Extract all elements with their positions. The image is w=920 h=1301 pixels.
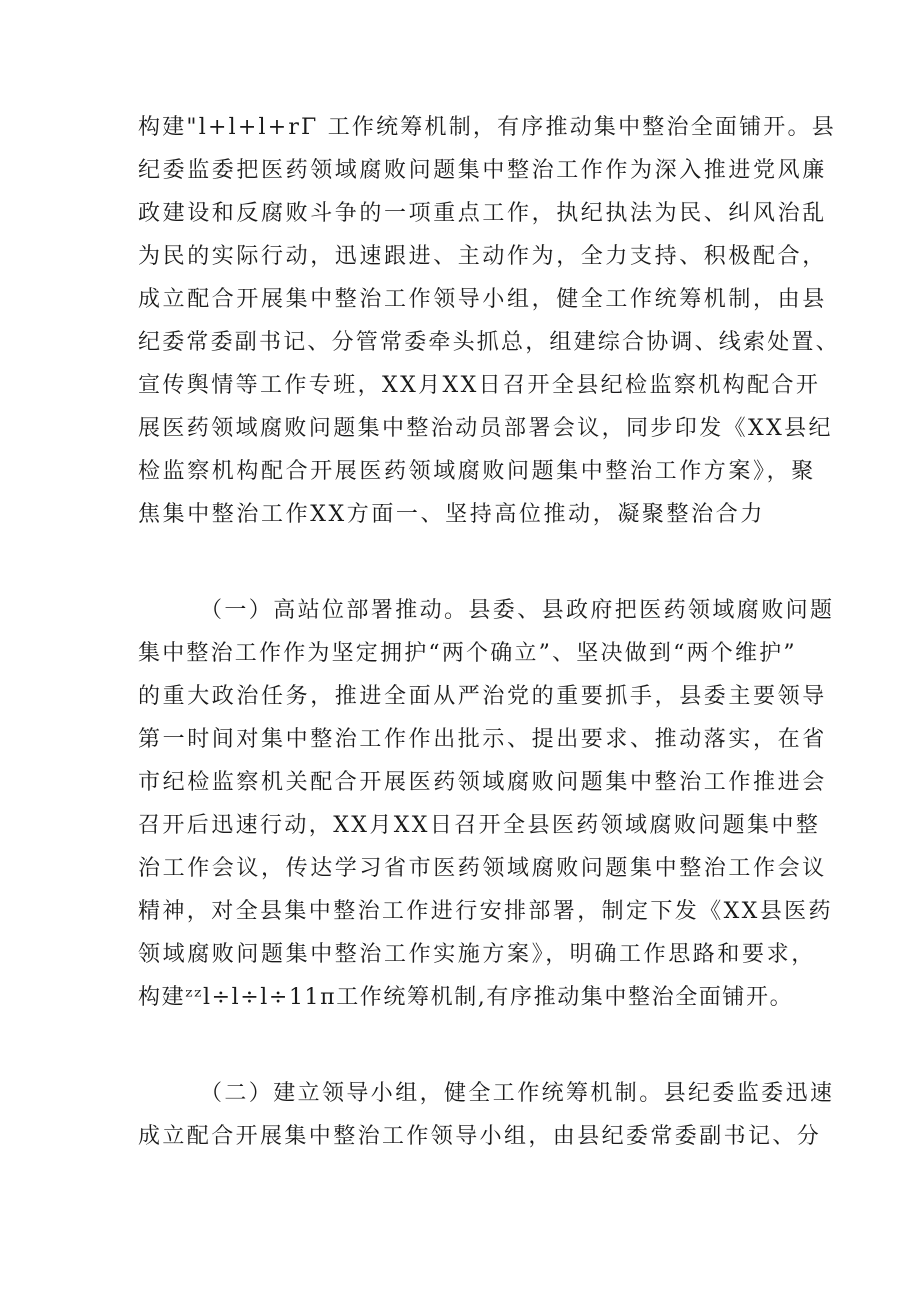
text-line: 展医药领域腐败问题集中整治动员部署会议，同步印发《XX县纪 (138, 416, 833, 441)
text-line: 检监察机构配合开展医药领域腐败问题集中整治工作方案》，聚 (138, 459, 816, 484)
text-line: 治工作会议，传达学习省市医药领域腐败问题集中整治工作会议 (138, 856, 827, 881)
text-line: 第一时间对集中整治工作作出批示、提出要求、推动落实，在省 (138, 727, 827, 752)
text-line: 精神，对全县集中整治工作进行安排部署，制定下发《XX县医药 (138, 899, 833, 924)
text-line: 召开后迅速行动，XX月XX日召开全县医药领域腐败问题集中整 (138, 813, 821, 838)
text-line: 宣传舆情等工作专班，XX月XX日召开全县纪检监察机构配合开 (138, 373, 821, 398)
text-line: 构建"l+l+l+rΓ 工作统筹机制，有序推动集中整治全面铺开。县 (138, 115, 836, 140)
text-line: 集中整治工作作为坚定拥护“两个确立”、坚决做到“两个维护” (138, 641, 797, 666)
text-line: 市纪检监察机关配合开展医药领域腐败问题集中整治工作推进会 (138, 770, 827, 795)
paragraph-heading: （一）高站位部署推动。县委、县政府把医药领域腐败问题 (200, 598, 835, 623)
text-line: 构建ᶻᶻl÷l÷l÷11ᴨ工作统筹机制,有序推动集中整治全面铺开。 (138, 985, 794, 1010)
text-line: 为民的实际行动，迅速跟进、主动作为，全力支持、积极配合， (138, 244, 827, 269)
text-line: 领域腐败问题集中整治工作实施方案》，明确工作思路和要求， (138, 942, 816, 967)
text-line: 的重大政治任务，推进全面从严治党的重要抓手，县委主要领导 (138, 684, 827, 709)
text-line: 成立配合开展集中整治工作领导小组，健全工作统筹机制，由县 (138, 287, 827, 312)
text-line: 政建设和反腐败斗争的一项重点工作，执纪执法为民、纠风治乱 (138, 201, 827, 226)
text-line: 纪委监委把医药领域腐败问题集中整治工作作为深入推进党风廉 (138, 158, 827, 183)
text-line: 纪委常委副书记、分管常委牵头抓总，组建综合协调、线索处置、 (138, 330, 840, 355)
text-line: 焦集中整治工作XX方面一、坚持高位推动，凝聚整治合力 (138, 502, 765, 527)
text-line: 成立配合开展集中整治工作领导小组，由县纪委常委副书记、分 (138, 1124, 822, 1149)
paragraph-heading: （二）建立领导小组，健全工作统筹机制。县纪委监委迅速 (200, 1081, 835, 1106)
